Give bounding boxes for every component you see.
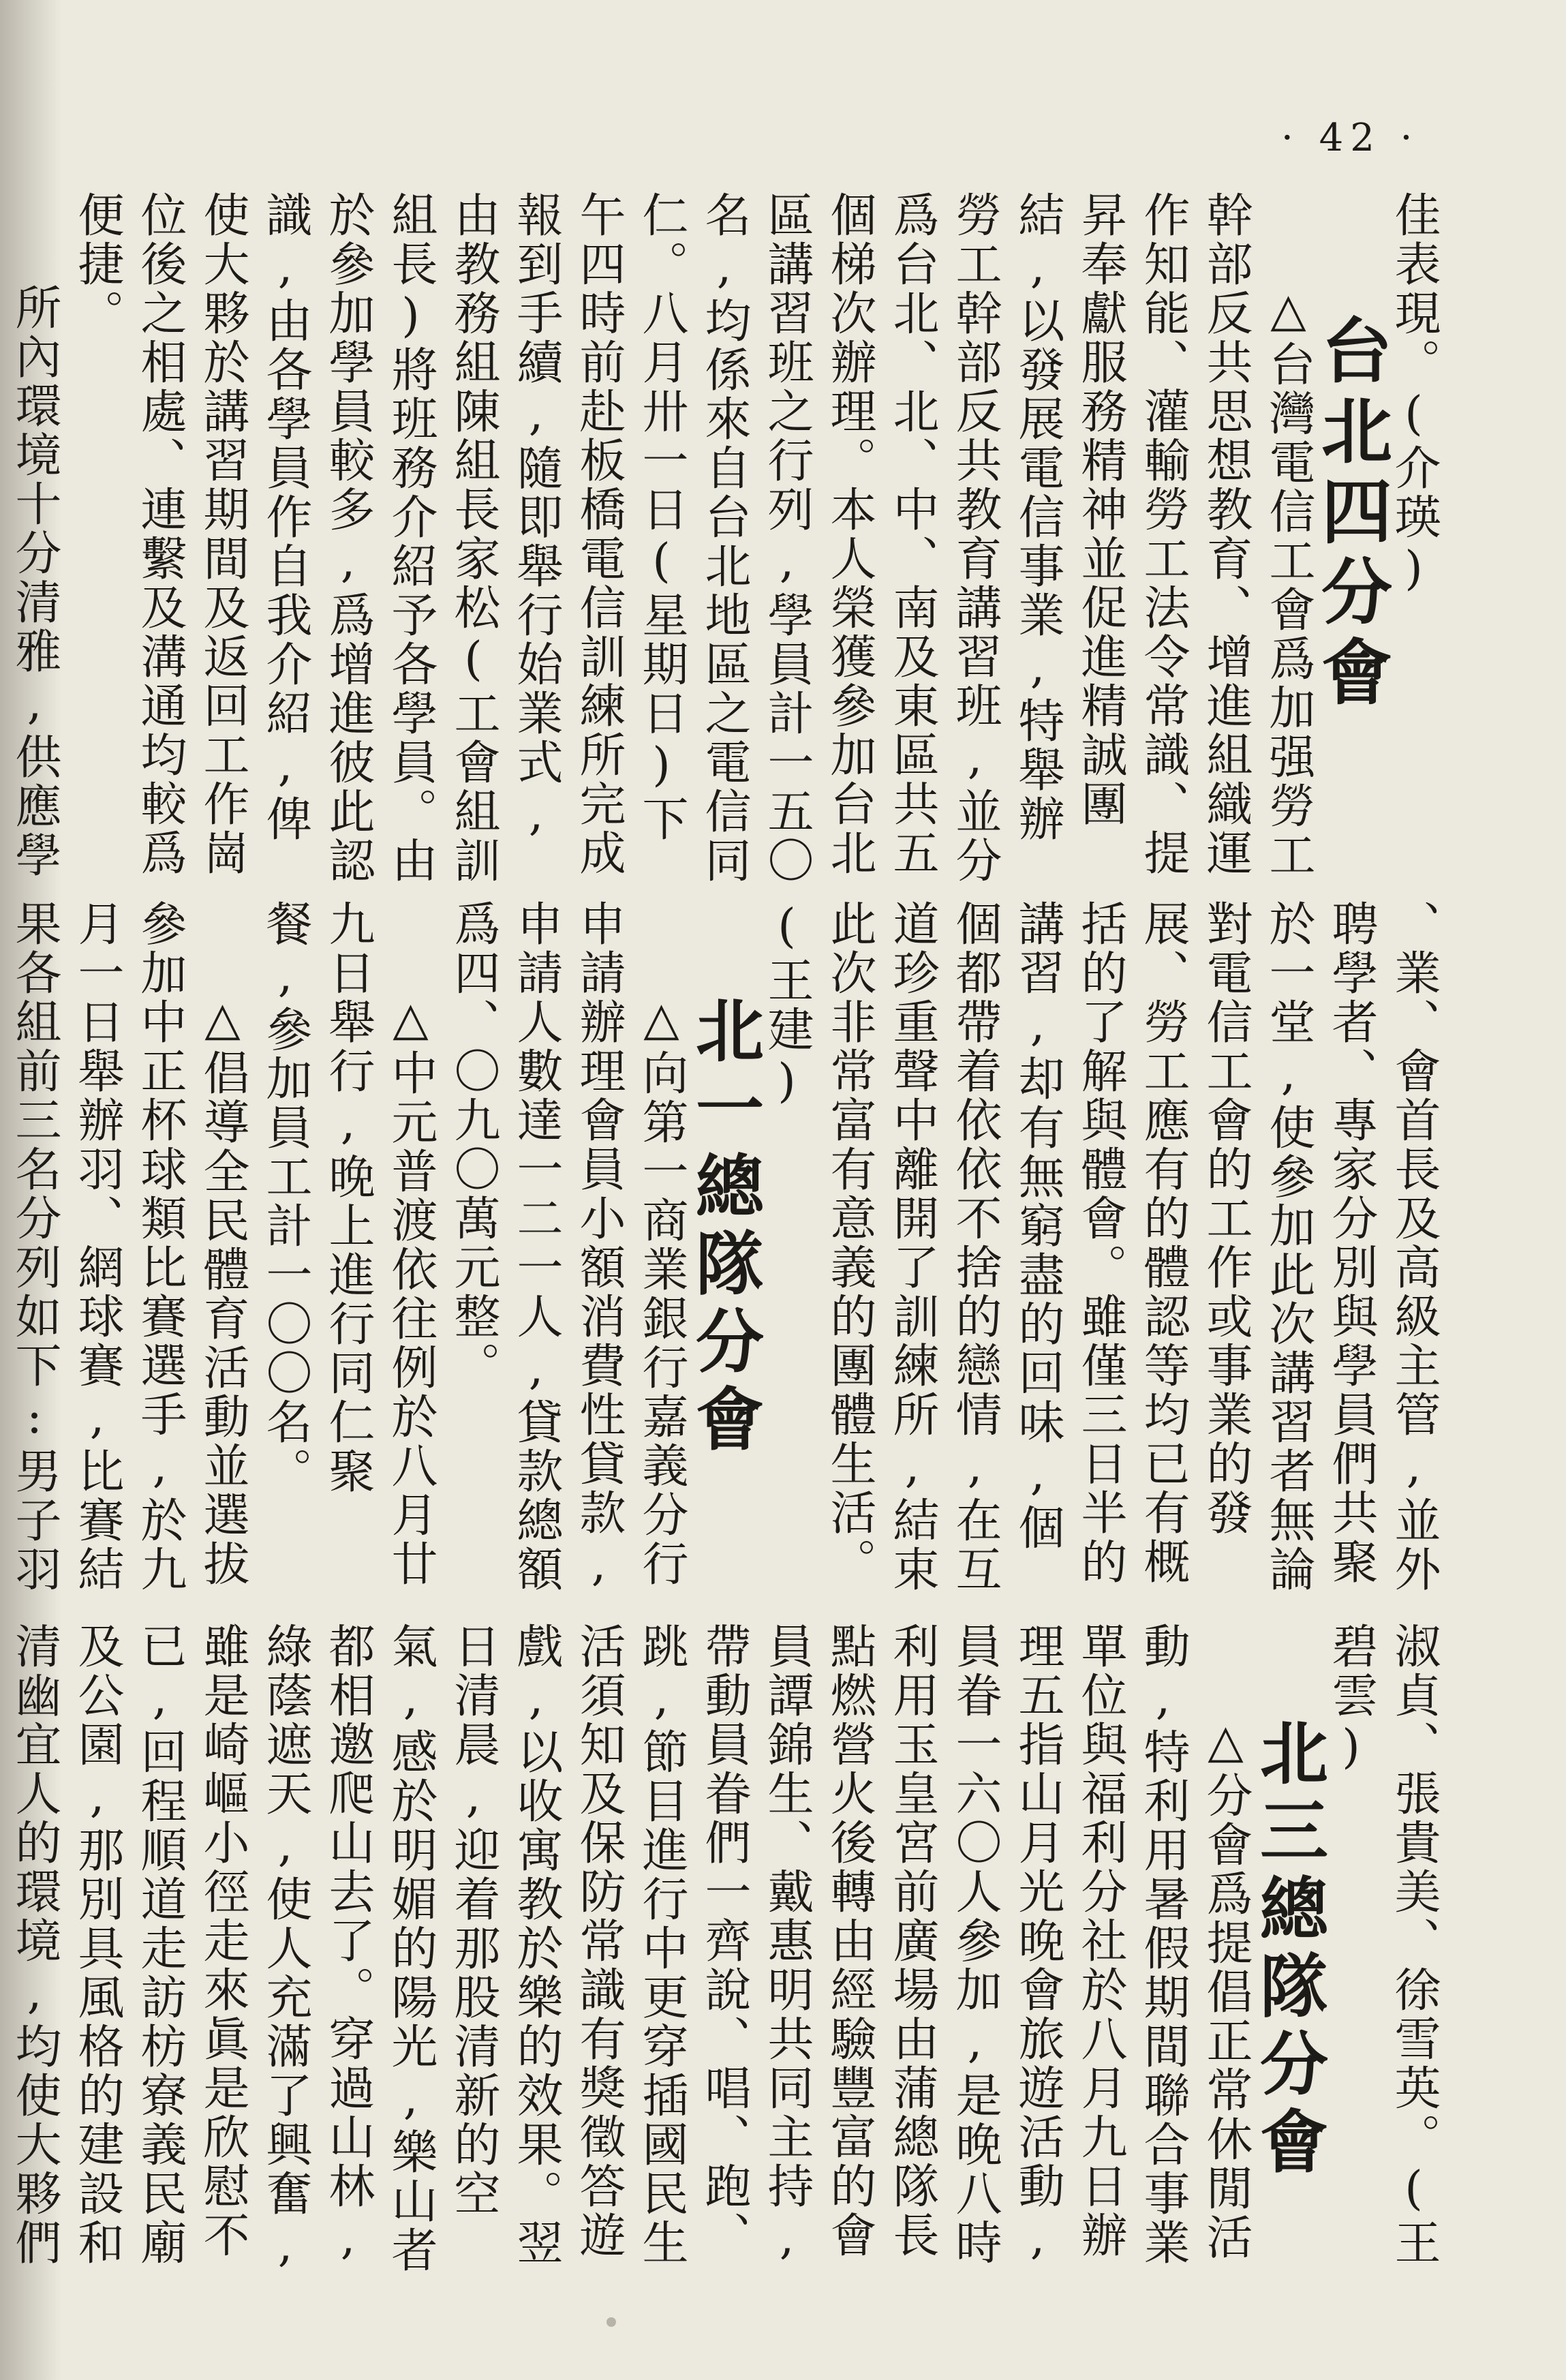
paragraph: △倡導全民體育活動並選拔參加中正杯球類比賽選手,於九月一日舉辦羽、網球賽,比賽結果各組前三名分列如下:男子羽 [7,900,249,1594]
paragraph: 所內環境十分清雅,供應學 [7,284,61,880]
continuation-text: 、業、會首長及高級主管,並外聘學者、專家分別與學員們共聚於一堂,使參加此次講習者無論對電信工會的工作或事業的發展、勞工應有的體認等均已有概括的了解與體會。雖僅三日半的講習,却有無窮盡的回味,個個都帶着依依不捨的戀情,在互道珍重聲中離開了訓練所,結束此次非常富有意義的團體生活。(王建) [760,900,1441,1594]
paragraph: △分會爲提倡正常休閒活動,特利用暑假期間聯合事業單位與福利分社於八月九日辦理五指山月光晚會旅遊活動,員眷一六〇人參加,是晚八時利用玉皇宮前廣場由蒲總隊長點燃營火後轉由經驗豐富的會員譚錦生、戴惠明共同主持,帶動員眷們一齊說、唱、跑、跳,節目進行中更穿插國民生活須知及保防常識有獎徵答遊戲,以收寓教於樂的效果。翌日清晨,迎着那股清新的空氣,感於明媚的陽光,樂山者都相邀爬山去了。穿過山林,綠蔭遮天,使人充滿了興奮,雖是崎嶇小徑走來眞是欣慰不已,回程順道走訪枋寮義民廟及公園,那別具風格的建設和清幽宜人的環境,均使大夥們 [7,1622,1253,2275]
paragraph: △向第一商業銀行嘉義分行申請辦理會員小額消費性貸款,申請人數達一二一人,貸款總額爲四、〇九〇萬元整。 [446,900,688,1594]
section-north-three-branch [7,1622,1445,2304]
section-north-one-branch [7,900,1445,1595]
print-speck [607,2317,616,2327]
heading-taipei-fourth-branch: 台北四分會 [1309,314,1392,716]
paragraph: △台灣電信工會爲加强勞工幹部反共思想教育、增進組織運作知能、灌輸勞工法令常識、提昇奉獻服務精神並促進精誠團結,以發展電信事業,特舉辦勞工幹部反共教育講習班,並分爲台北、北、中、南及東區共五個梯次辦理。本人榮獲參加台北區講習班之行列,學員計一五〇名,均係來自台北地區之電信同仁。八月卅一日(星期日)下午四時前赴板橋電信訓練所完成報到手續,隨即舉行始業式,由教務組陳組長家松(工會組訓組長)將班務介紹予各學員。由於參加學員較多,爲增進彼此認識,由各學員作自我介紹,俾使大夥於講習期間及返回工作崗位後之相處、連繫及溝通均較爲便捷。 [70,191,1315,885]
heading-north-one-branch: 北一總隊分會 [684,995,764,1461]
intro-line: 佳表現。(介瑛) [1387,191,1441,598]
paragraph: △中元普渡依往例於八月廿九日舉行,晚上進行同仁聚餐,參加員工計一〇〇名。 [258,900,437,1589]
section-taipei-fourth-branch [7,191,1445,886]
heading-north-three-branch: 北三總隊分會 [1248,1718,1328,2184]
page-number: · 42 · [1281,116,1419,160]
continuation-text: 淑貞、張貴美、徐雪英。(王碧雲) [1324,1622,1441,2268]
